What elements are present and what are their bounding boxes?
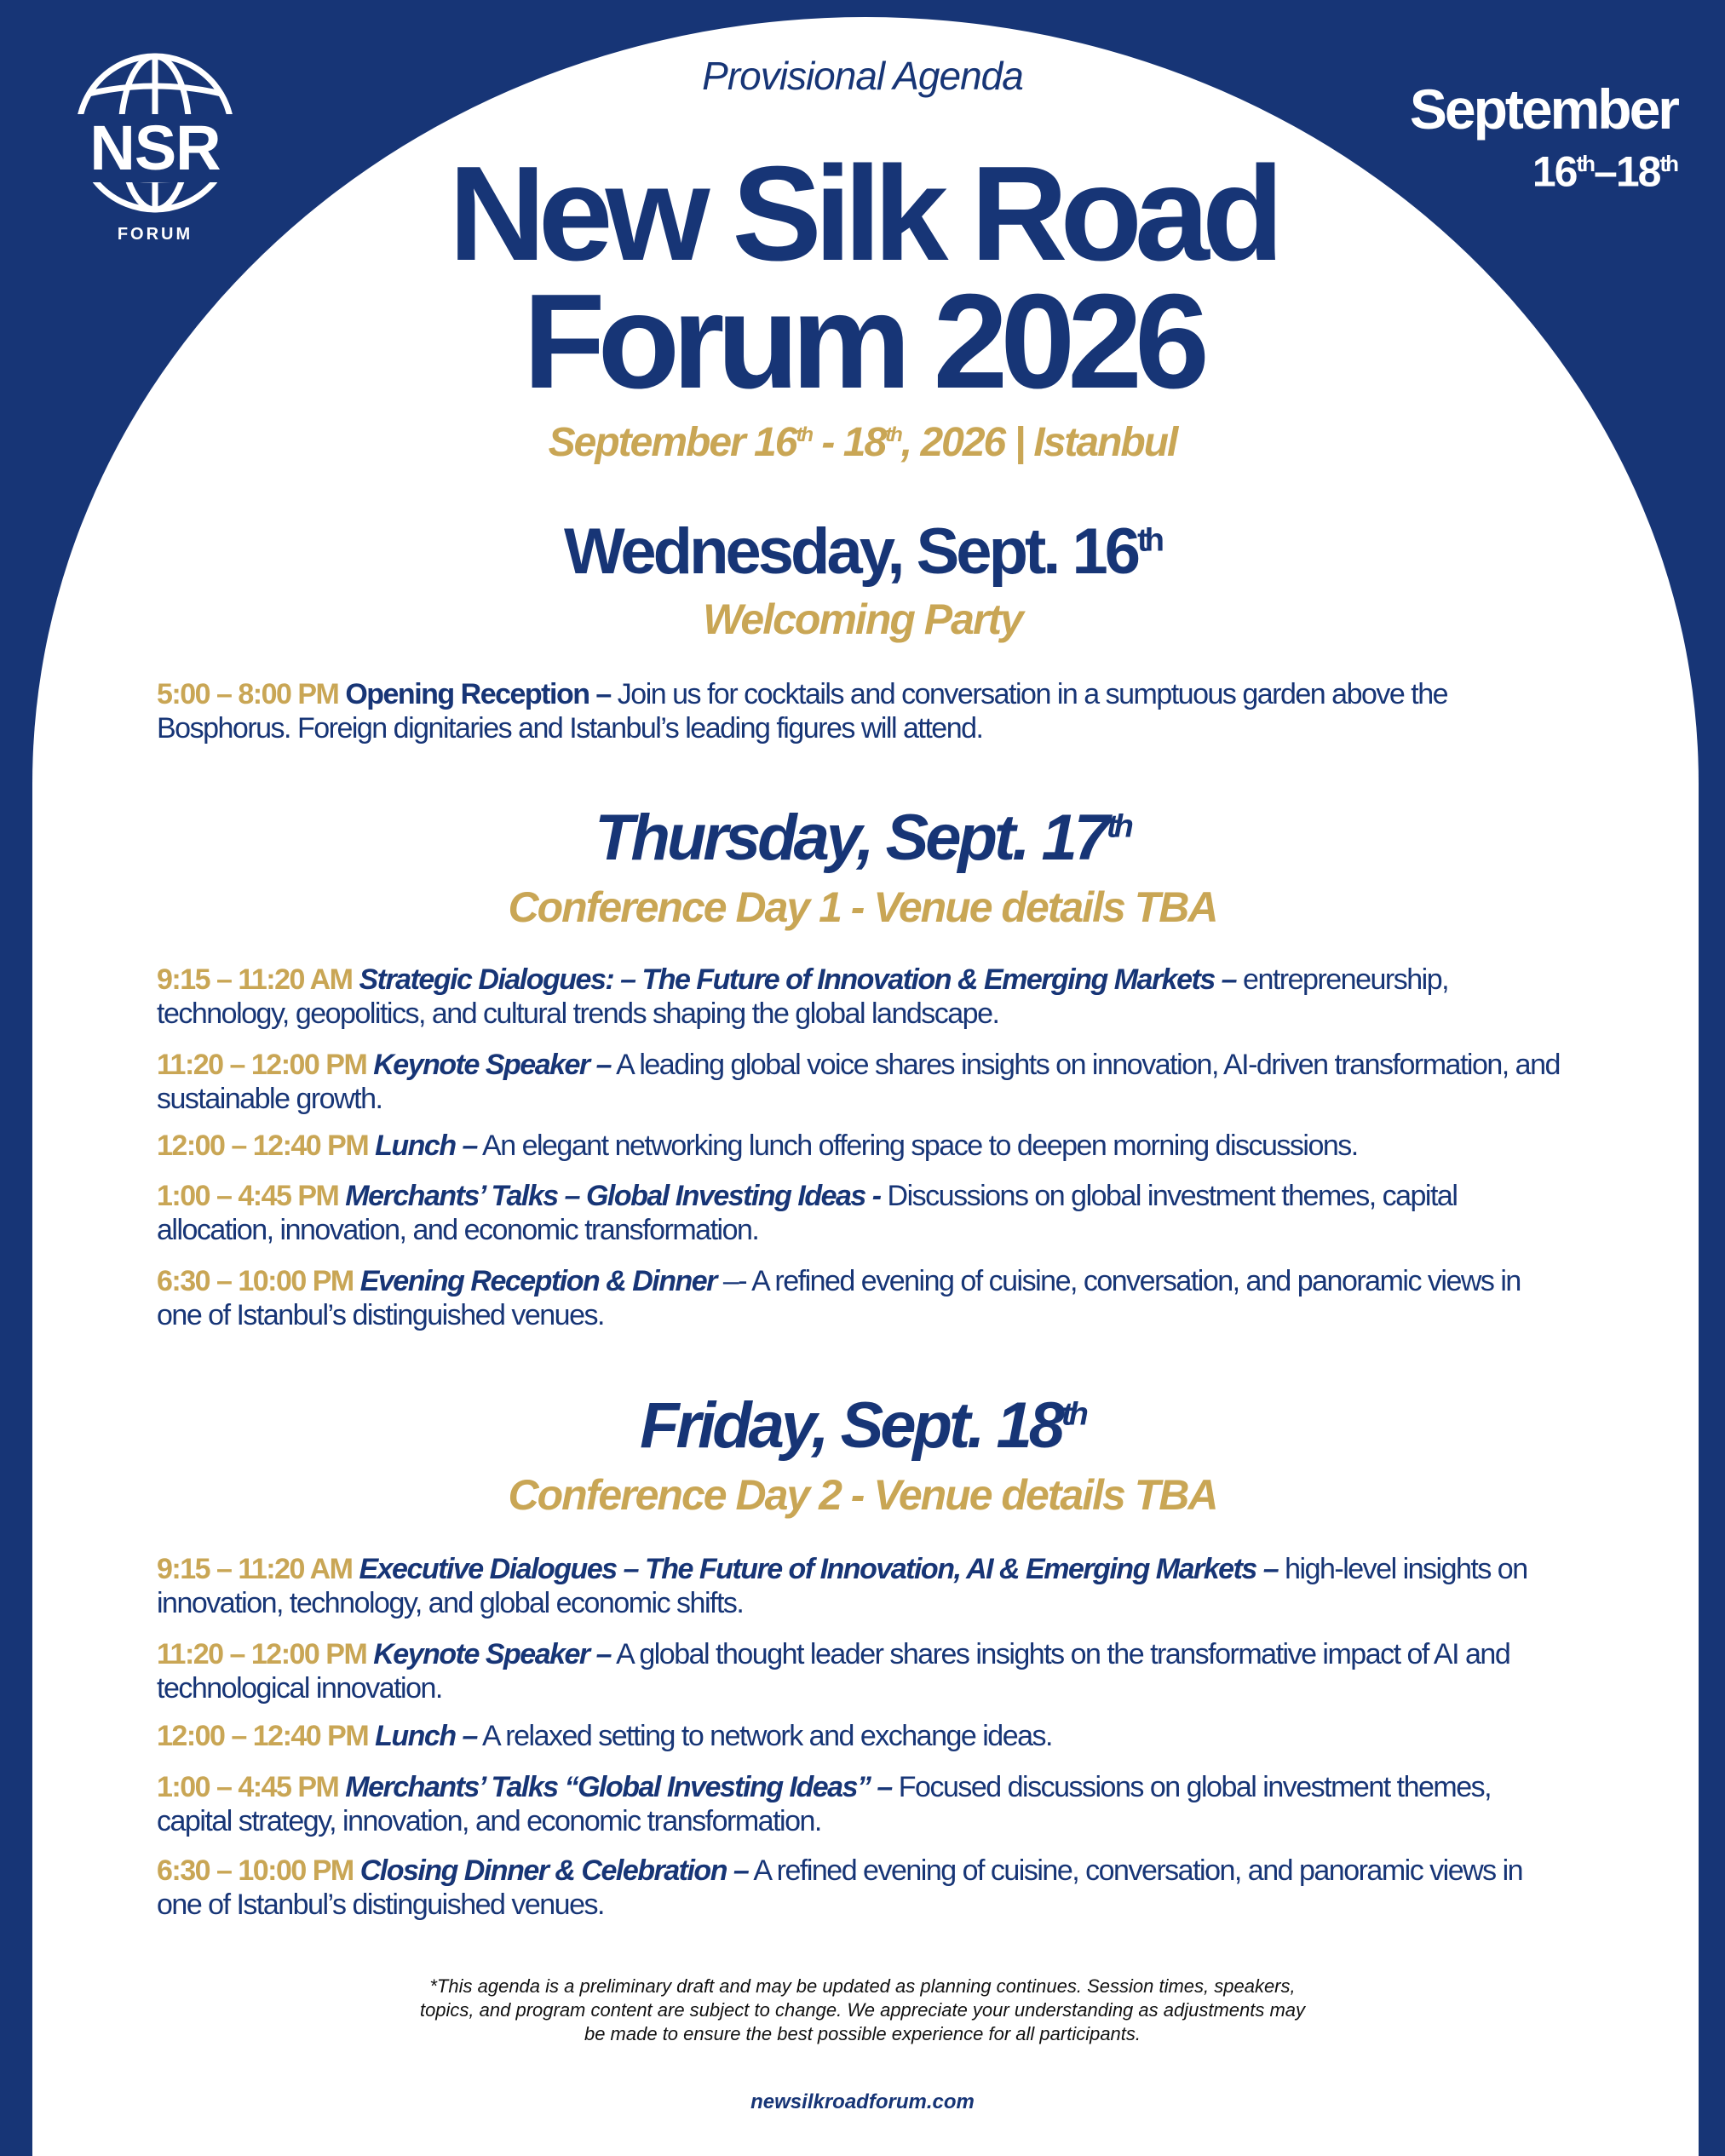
dates-part-c: , 2026 | Istanbul — [900, 420, 1177, 465]
agenda-time: 11:20 – 12:00 PM — [157, 1049, 374, 1081]
agenda-item — [157, 1637, 1571, 1705]
agenda-time: 12:00 – 12:40 PM — [157, 1720, 376, 1752]
agenda-item — [157, 963, 1571, 1031]
corner-month: September — [1409, 78, 1677, 141]
day-subtitle-wednesday: Welcoming Party — [703, 595, 1022, 643]
agenda-item — [157, 1719, 1571, 1753]
agenda-time: 9:15 – 11:20 AM — [157, 963, 359, 996]
day-heading-suffix: th — [1061, 1396, 1085, 1433]
disclaimer-footnote: *This agenda is a preliminary draft and may be updated as planning continues. Session times, speakers, topics, and program content are subject to change. We appreciate your understanding as adjustments may be made to ensure the best possible experience for all participants. — [419, 1975, 1306, 2044]
agenda-item — [157, 1854, 1571, 1922]
agenda-description: high-level insights on innovation, technology, and global economic shifts. — [157, 1553, 1527, 1619]
website-link[interactable]: newsilkroadforum.com — [750, 2090, 975, 2113]
agenda-description: Focused discussions on global investment themes, capital strategy, innovation, and economic transformation. — [157, 1771, 1492, 1837]
agenda-description: A relaxed setting to network and exchange ideas. — [476, 1720, 1052, 1752]
day-heading-thursday — [0, 801, 1725, 875]
agenda-item — [157, 1179, 1571, 1247]
dates-part-a: September 16 — [548, 420, 796, 465]
agenda-description: entrepreneurship, technology, geopolitics, and cultural trends shaping the global landscape. — [157, 963, 1449, 1030]
agenda-session-title: Executive Dialogues – The Future of Innovation, AI & Emerging Markets – — [359, 1553, 1279, 1585]
agenda-time: 6:30 – 10:00 PM — [157, 1854, 360, 1887]
day-subtitle-friday: Conference Day 2 - Venue details TBA — [508, 1471, 1217, 1519]
agenda-session-title: Keynote Speaker – — [373, 1638, 612, 1670]
agenda-item — [157, 677, 1571, 745]
logo-abbreviation: NSR — [70, 114, 240, 182]
agenda-time: 1:00 – 4:45 PM — [157, 1180, 346, 1212]
dates-suffix-a: th — [796, 423, 813, 446]
agenda-description: Join us for cocktails and conversation in a sumptuous garden above the Bosphorus. Foreign dignitaries and Istanbul’s leading figures will attend. — [157, 678, 1448, 745]
day-heading-suffix: th — [1107, 808, 1130, 845]
agenda-item — [157, 1264, 1571, 1332]
dates-suffix-b: th — [885, 423, 901, 446]
agenda-time: 12:00 – 12:40 PM — [157, 1130, 376, 1162]
day-heading-suffix: th — [1137, 522, 1161, 559]
day-heading-wednesday — [0, 515, 1725, 589]
agenda-item — [157, 1129, 1571, 1163]
corner-separator: – — [1594, 147, 1616, 196]
agenda-time: 6:30 – 10:00 PM — [157, 1265, 360, 1297]
agenda-description: A refined evening of cuisine, conversation, and panoramic views in one of Istanbul’s distinguished venues. — [157, 1854, 1523, 1921]
agenda-session-title: Lunch – — [375, 1720, 477, 1752]
provisional-label: Provisional Agenda — [702, 54, 1023, 98]
agenda-session-title: Merchants’ Talks “Global Investing Ideas” – — [345, 1771, 892, 1803]
agenda-session-title: Keynote Speaker – — [373, 1049, 612, 1081]
corner-day-start-suffix: th — [1576, 151, 1595, 176]
agenda-time: 11:20 – 12:00 PM — [157, 1638, 374, 1670]
logo-label: FORUM — [117, 225, 193, 244]
agenda-session-title: Strategic Dialogues: – The Future of Innovation & Emerging Markets – — [359, 963, 1237, 996]
agenda-item — [157, 1048, 1571, 1116]
agenda-time: 1:00 – 4:45 PM — [157, 1771, 346, 1803]
agenda-item — [157, 1770, 1571, 1838]
day-subtitle-thursday: Conference Day 1 - Venue details TBA — [508, 883, 1217, 931]
agenda-description: A global thought leader shares insights on the transformative impact of AI and technological innovation. — [157, 1638, 1510, 1705]
agenda-time: 9:15 – 11:20 AM — [157, 1553, 359, 1585]
agenda-item — [157, 1552, 1571, 1620]
day-heading-text: Wednesday, Sept. 16 — [564, 515, 1138, 588]
corner-day-start: 16 — [1532, 147, 1577, 196]
agenda-description: Discussions on global investment themes, capital allocation, innovation, and economic transformation. — [157, 1180, 1458, 1246]
corner-day-end-suffix: th — [1659, 151, 1677, 176]
day-heading-text: Friday, Sept. 18 — [640, 1389, 1062, 1462]
agenda-session-title: Evening Reception & Dinner — [359, 1265, 716, 1297]
agenda-session-title: Opening Reception – — [345, 678, 611, 710]
agenda-session-title: Lunch – — [375, 1130, 477, 1162]
agenda-session-title: Merchants’ Talks – Global Investing Ideas - — [345, 1180, 881, 1212]
agenda-description: –- A refined evening of cuisine, conversation, and panoramic views in one of Istanbul’s distinguished venues. — [157, 1265, 1521, 1331]
dates-part-b: - 18 — [812, 420, 886, 465]
agenda-description: An elegant networking lunch offering space to deepen morning discussions. — [476, 1130, 1358, 1162]
agenda-session-title: Closing Dinner & Celebration – — [359, 1854, 749, 1887]
title-line-1: New Silk Road — [448, 139, 1277, 289]
corner-day-end: 18 — [1615, 147, 1660, 196]
agenda-description: A leading global voice shares insights on innovation, AI-driven transformation, and sustainable growth. — [157, 1049, 1560, 1115]
agenda-time: 5:00 – 8:00 PM — [157, 678, 339, 710]
day-heading-friday — [0, 1388, 1725, 1463]
day-heading-text: Thursday, Sept. 17 — [595, 802, 1107, 874]
event-dates-location — [0, 419, 1725, 466]
title-line-2: Forum 2026 — [523, 267, 1202, 417]
